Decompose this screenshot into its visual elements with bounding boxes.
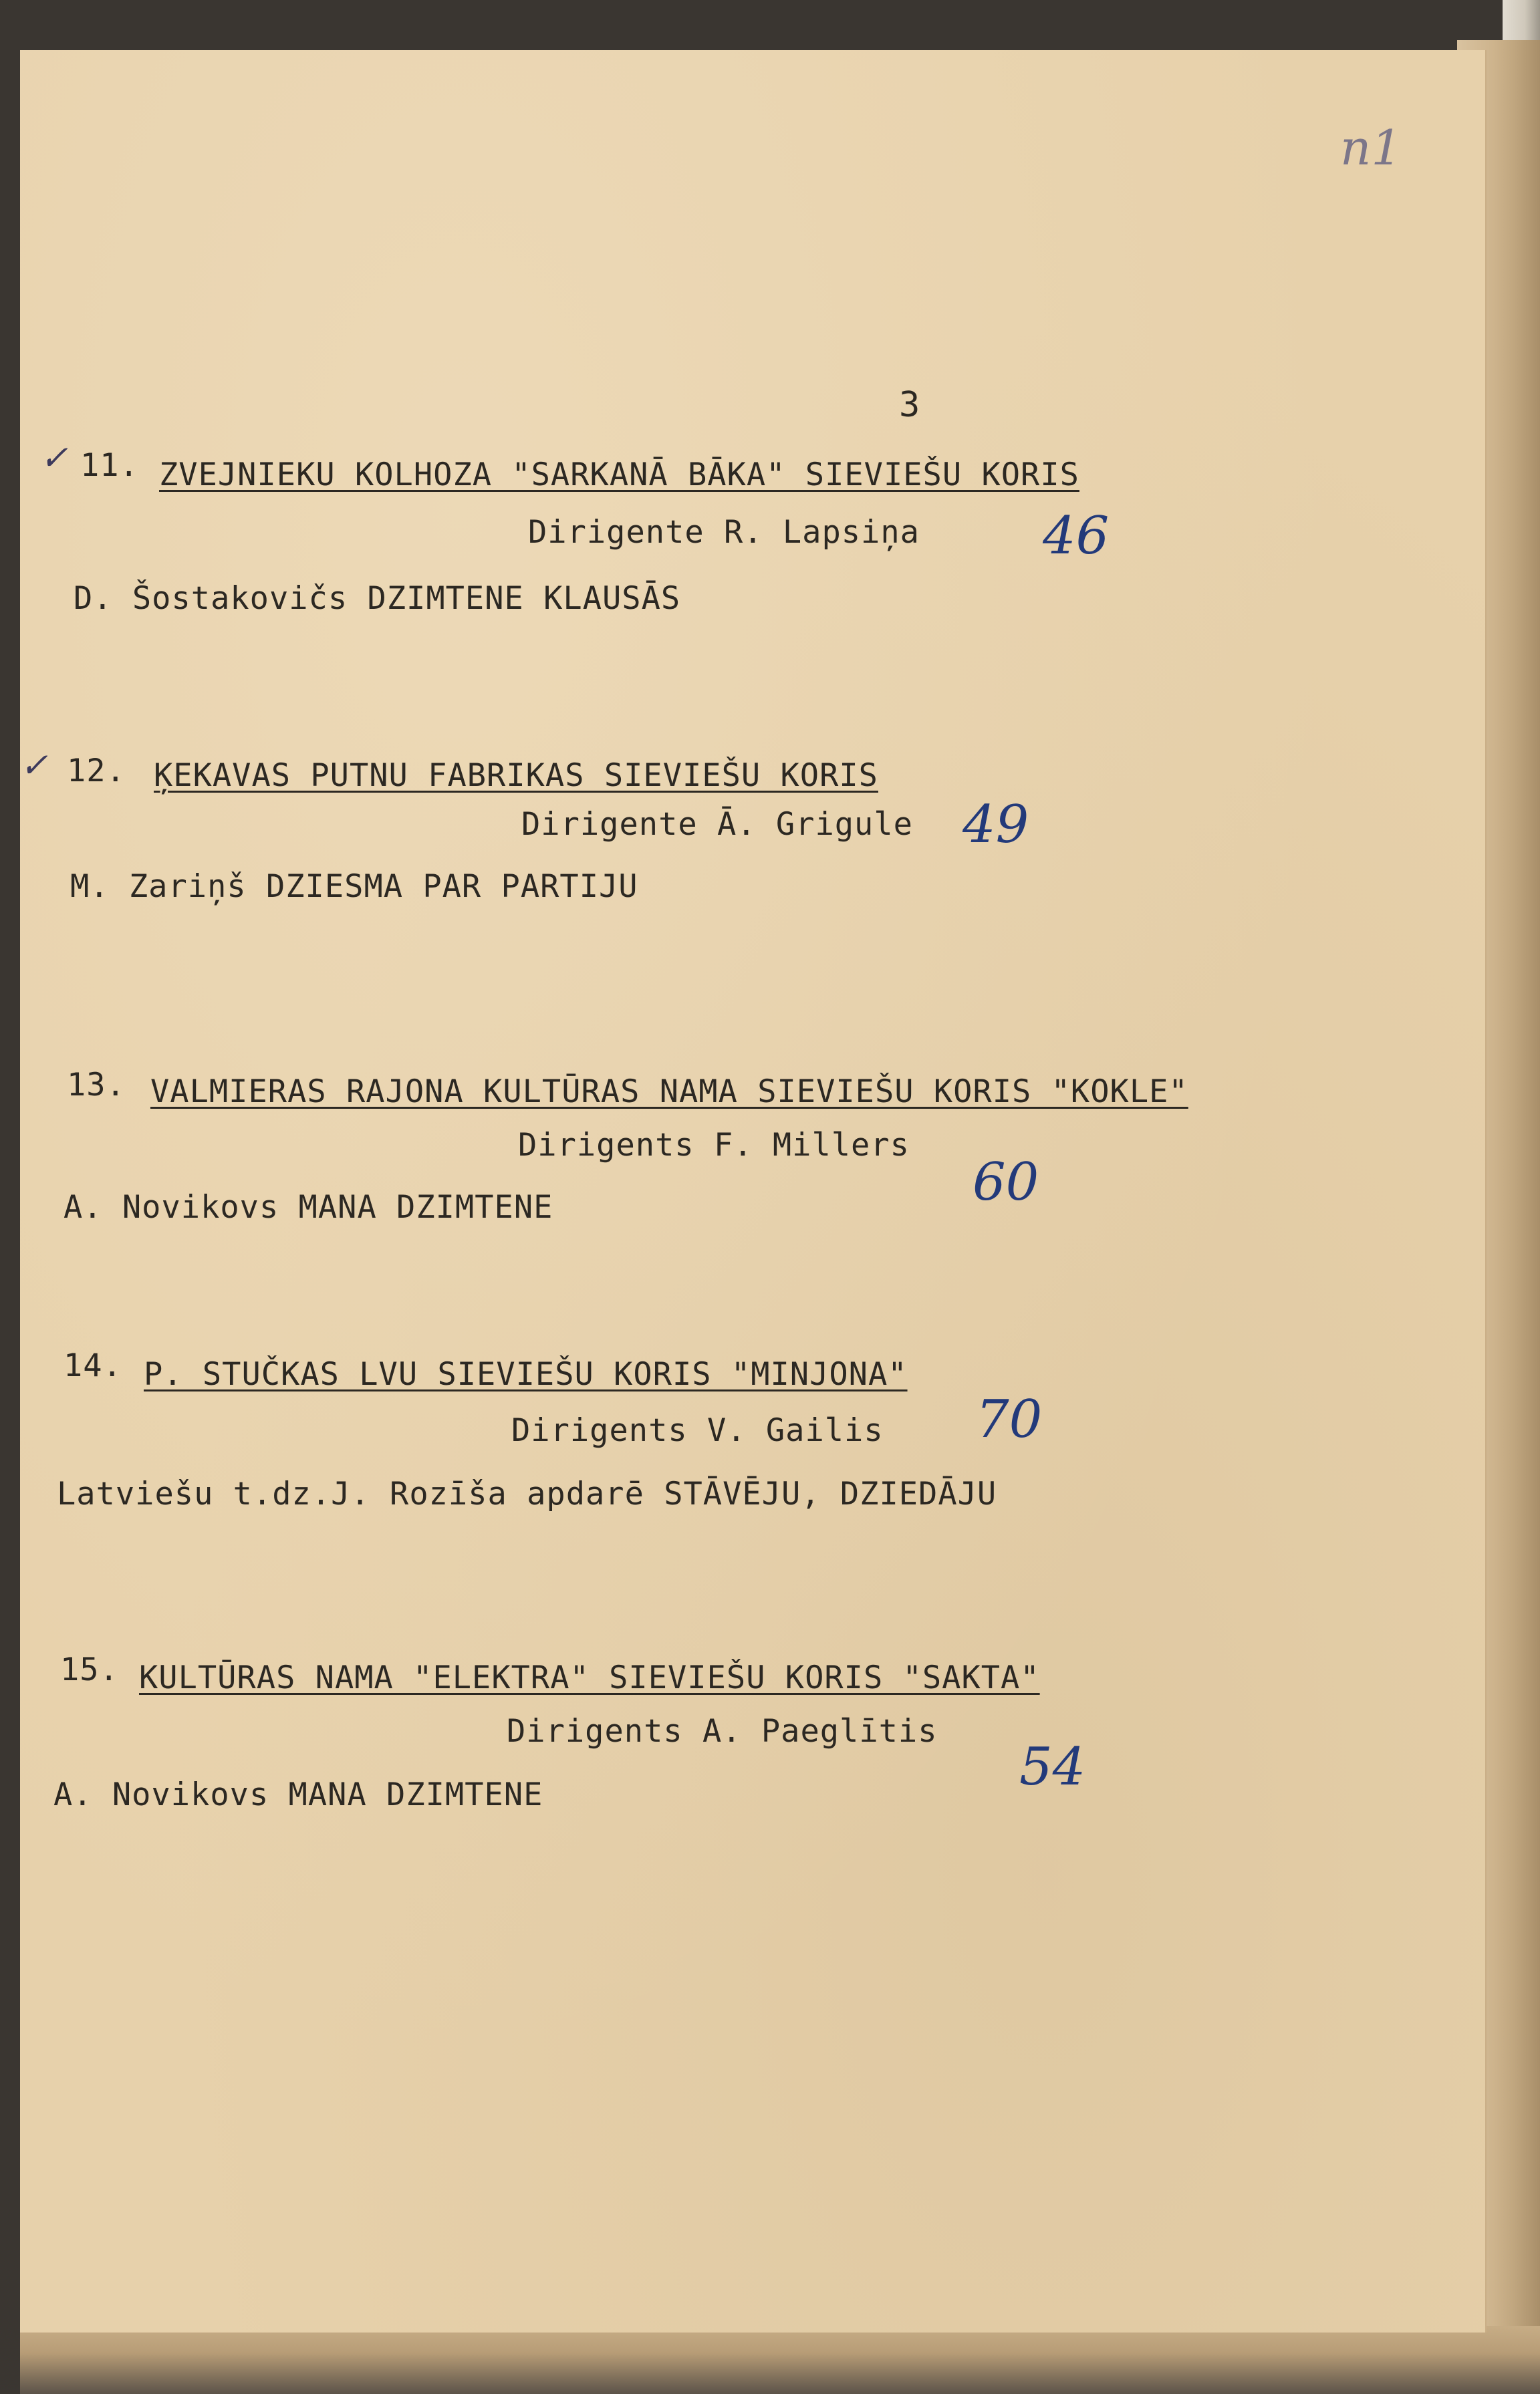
conductor: Dirigente R. Lapsiņa (528, 514, 920, 551)
check-mark: ✓ (20, 746, 48, 785)
choir-title: ZVEJNIEKU KOLHOZA "SARKANĀ BĀKA" SIEVIEŠU KORIS (159, 456, 1079, 493)
choir-title: P. STUČKAS LVU SIEVIEŠU KORIS "MINJONA" (144, 1356, 908, 1393)
entry-number: 13. (67, 1067, 126, 1103)
piece: A. Novikovs MANA DZIMTENE (63, 1189, 553, 1226)
conductor: Dirigents V. Gailis (511, 1412, 884, 1449)
choir-title: ĶEKAVAS PUTNU FABRIKAS SIEVIEŠU KORIS (154, 757, 878, 794)
piece: A. Novikovs MANA DZIMTENE (53, 1776, 543, 1813)
handwritten-score: 70 (976, 1389, 1043, 1450)
entry-number: 15. (60, 1651, 119, 1688)
choir-title: VALMIERAS RAJONA KULTŪRAS NAMA SIEVIEŠU KORIS "KOKLE" (150, 1073, 1188, 1110)
corner-archive-mark: n1 (1340, 120, 1402, 176)
entry-number: 11. (80, 447, 139, 484)
conductor: Dirigente Ā. Grigule (521, 806, 913, 843)
document-page (20, 50, 1485, 2333)
entry-number: 14. (63, 1347, 122, 1384)
piece: D. Šostakovičs DZIMTENE KLAUSĀS (74, 580, 681, 617)
entry-number: 12. (67, 753, 126, 789)
handwritten-score: 46 (1043, 506, 1110, 566)
piece: Latviešu t.dz.J. Rozīša apdarē STĀVĒJU, DZIEDĀJU (57, 1476, 997, 1512)
page-number: 3 (899, 385, 921, 425)
choir-title: KULTŪRAS NAMA "ELEKTRA" SIEVIEŠU KORIS "SAKTA" (139, 1659, 1040, 1696)
handwritten-score: 49 (962, 795, 1029, 855)
handwritten-score: 54 (1019, 1737, 1086, 1797)
handwritten-score: 60 (973, 1152, 1039, 1212)
conductor: Dirigents F. Millers (518, 1127, 910, 1164)
check-mark: ✓ (40, 438, 68, 477)
piece: M. Zariņš DZIESMA PAR PARTIJU (70, 868, 638, 905)
conductor: Dirigents A. Paeglītis (507, 1713, 938, 1750)
bottom-edge (20, 2326, 1540, 2394)
